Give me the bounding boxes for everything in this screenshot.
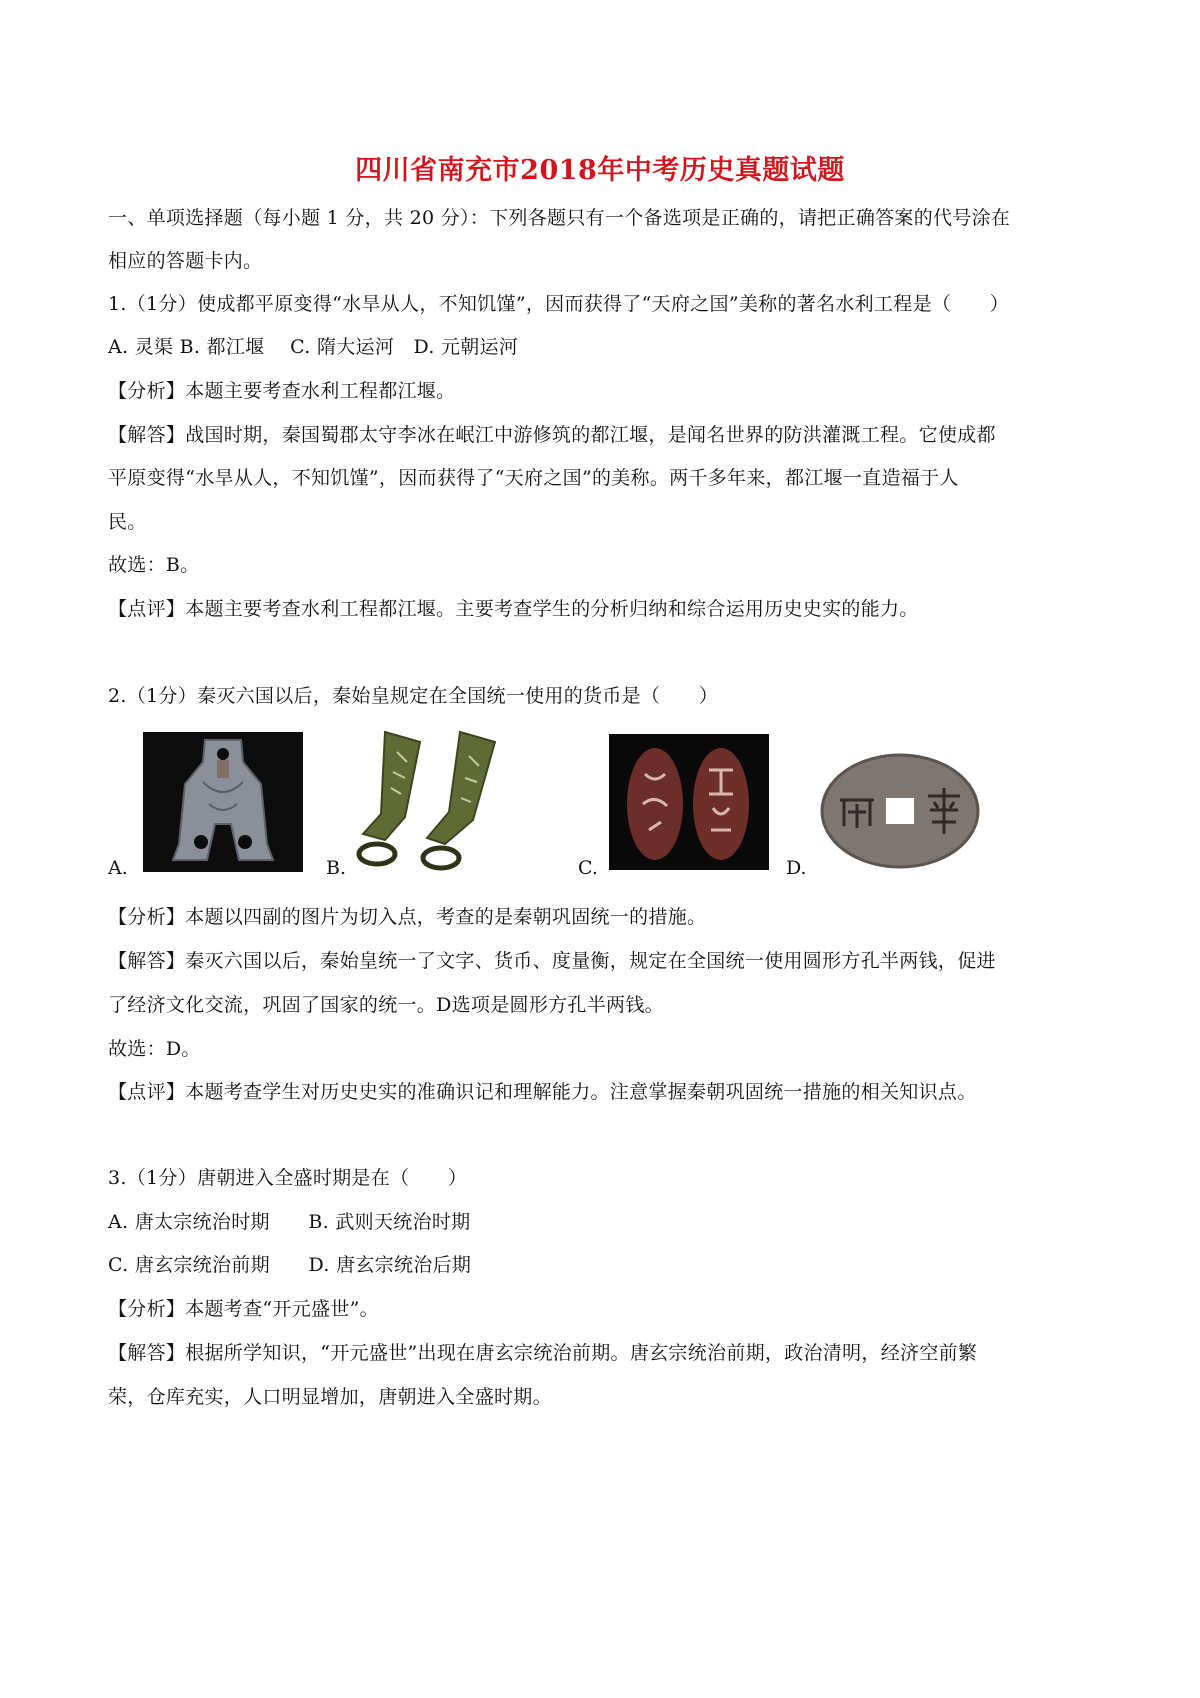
analysis-text: 【分析】本题以四副的图片为切入点，考查的是秦朝巩固统一的措施。 [108,906,707,928]
question-options: C. 唐玄宗统治前期 D. 唐玄宗统治后期 [108,1254,472,1276]
section-header-line: 一、单项选择题（每小题 1 分，共 20 分）：下列各题只有一个备选项是正确的，请把正确答案的代号涂在 [108,207,1011,229]
analysis-text: 【分析】本题考查“开元盛世”。 [108,1298,379,1320]
comment-text: 【点评】本题主要考查水利工程都江堰。主要考查学生的分析归纳和综合运用历史史实的能力。 [108,598,919,620]
answer-text: 平原变得“水旱从人，不知饥馑”，因而获得了“天府之国”的美称。两千多年来，都江堰一直造福于人 [108,467,959,489]
answer-text: 荣，仓库充实，人口明显增加，唐朝进入全盛时期。 [108,1386,552,1408]
ant-nose-coin-icon [609,734,769,870]
round-square-hole-coin-icon [818,752,983,870]
answer-text: 【解答】根据所学知识，“开元盛世”出现在唐玄宗统治前期。唐玄宗统治前期，政治清明，经济空前繁 [108,1342,978,1364]
knife-coin-icon [345,722,520,872]
question-stem: 1.（1分）使成都平原变得“水旱从人，不知饥馑”，因而获得了“天府之国”美称的著名水利工程是（ ） [108,293,1010,315]
section-header-line: 相应的答题卡内。 [108,250,263,272]
option-letter-a: A. [108,857,128,879]
answer-text: 民。 [108,511,147,533]
choice-text: 故选：B。 [108,554,200,576]
answer-text: 【解答】战国时期，秦国蜀郡太守李冰在岷江中游修筑的都江堰，是闻名世界的防洪灌溉工程。它使成都 [108,424,996,446]
question-options: A. 灵渠 B. 都江堰 C. 隋大运河 D. 元朝运河 [108,336,519,358]
page-title: 四川省南充市2018年中考历史真题试题 [355,155,845,186]
answer-text: 了经济文化交流，巩固了国家的统一。D选项是圆形方孔半两钱。 [108,994,664,1016]
analysis-text: 【分析】本题主要考查水利工程都江堰。 [108,380,456,402]
option-letter-b: B. [326,857,347,879]
question-stem: 3.（1分）唐朝进入全盛时期是在（ ） [108,1167,468,1189]
answer-text: 【解答】秦灭六国以后，秦始皇统一了文字、货币、度量衡，规定在全国统一使用圆形方孔半两钱，促进 [108,950,996,972]
option-letter-c: C. [578,857,598,879]
question-options: A. 唐太宗统治时期 B. 武则天统治时期 [108,1211,471,1233]
option-letter-d: D. [786,857,807,879]
question-stem: 2.（1分）秦灭六国以后，秦始皇规定在全国统一使用的货币是（ ） [108,685,719,707]
choice-text: 故选：D。 [108,1038,201,1060]
spade-coin-icon [143,732,303,872]
comment-text: 【点评】本题考查学生对历史史实的准确识记和理解能力。注意掌握秦朝巩固统一措施的相关知识点。 [108,1081,977,1103]
